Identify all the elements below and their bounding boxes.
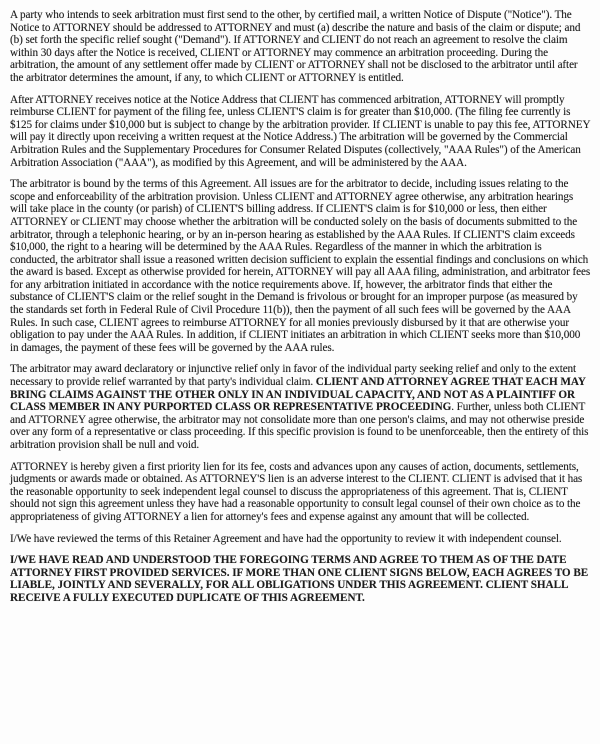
paragraph-class-action-waiver-tail: . Further, unless both CLIENT and ATTORNEY agree otherwise, the arbitrator may not consolidate more than one person's claims, and may not otherwise preside over any form of a representative or class proceeding. If this specific provision is found to be unenforceable, then the entirety of this arbitration provision shall be null and void. [10, 401, 589, 451]
paragraph-arbitrator-terms [10, 178, 591, 354]
paragraph-attorney-lien [10, 461, 591, 524]
paragraph-filing-fee [10, 94, 591, 170]
paragraph-acknowledgement-text: I/WE HAVE READ AND UNDERSTOOD THE FOREGOING TERMS AND AGREE TO THEM AS OF THE DATE ATTORNEY FIRST PROVIDED SERVICES. IF MORE THAN ONE CLIENT SIGNS BELOW, EACH AGREES TO BE LIABLE, JOINTLY AND SEVERALLY, FOR ALL OBLIGATIONS UNDER THIS AGREEMENT. CLIENT SHALL RECEIVE A FULLY EXECUTED DUPLICATE OF THIS AGREEMENT. [10, 554, 589, 604]
paragraph-filing-fee-text: After ATTORNEY receives notice at the Notice Address that CLIENT has commenced arbitration, ATTORNEY will promptly reimburse CLIENT for payment of the filing fee, unless CLIENT'S claim is for greater than $10,000. (The filing fee currently is $125 for claims under $10,000 but is subject to change by the arbitration provider. If CLIENT is unable to pay this fee, ATTORNEY will pay it directly upon receiving a written request at the Notice Address.) The arbitration will be governed by the Commercial Arbitration Rules and the Supplementary Procedures for Consumer Related Disputes (collectively, "AAA Rules") of the American Arbitration Association ("AAA"), as modified by this Agreement, and will be administered by the AAA. [10, 93, 591, 169]
paragraph-reviewed-terms-text: I/We have reviewed the terms of this Retainer Agreement and have had the opportunity to review it with independent counsel. [10, 532, 562, 545]
paragraph-notice-of-dispute-text: A party who intends to seek arbitration must first send to the other, by certified mail, a written Notice of Dispute ("Notice"). The Notice to ATTORNEY should be addressed to ATTORNEY and must (a) describe the nature and basis of the claim or dispute; and (b) set forth the specific relief sought ("Demand"). If ATTORNEY and CLIENT do not reach an agreement to resolve the claim within 30 days after the Notice is received, CLIENT or ATTORNEY may commence an arbitration proceeding. During the arbitration, the amount of any settlement offer made by CLIENT or ATTORNEY shall not be disclosed to the arbitrator until after the arbitrator determines the amount, if any, to which CLIENT or ATTORNEY is entitled. [10, 9, 581, 84]
paragraph-attorney-lien-text: ATTORNEY is hereby given a first priority lien for its fee, costs and advances upon any causes of action, documents, settlements, judgments or awards made or obtained. As ATTORNEY'S lien is an adverse interest to the CLIENT. CLIENT is advised that it has the reasonable opportunity to seek independent legal counsel to discuss the appropriateness of this agreement. That is, CLIENT should not sign this agreement unless they have had a reasonable opportunity to consult legal counsel of their own choice as to the appropriateness of giving ATTORNEY a lien for attorney's fees and expense against any amount that will be collected. [10, 460, 583, 523]
paragraph-reviewed-terms [10, 533, 591, 546]
paragraph-class-action-waiver [10, 363, 591, 451]
paragraph-arbitrator-terms-text: The arbitrator is bound by the terms of this Agreement. All issues are for the arbitrator to decide, including issues relating to the scope and enforceability of the arbitration provision. Unless CLIENT and ATTORNEY agree otherwise, any arbitration hearings will take place in the county (or parish) of CLIENT'S billing address. If CLIENT'S claim is for $10,000 or less, then either ATTORNEY or CLIENT may choose whether the arbitration will be conducted solely on the basis of documents submitted to the arbitrator, through a telephonic hearing, or by an in-person hearing as established by the AAA Rules. If CLIENT'S claim exceeds $10,000, the right to a hearing will be determined by the AAA Rules. Regardless of the manner in which the arbitration is conducted, the arbitrator shall issue a reasoned written decision sufficient to explain the essential findings and conclusions on which the award is based. Except as otherwise provided for herein, ATTORNEY will pay all AAA filing, administration, and arbitrator fees for any arbitration initiated in accordance with the notice requirements above. If, however, the arbitrator finds that either the substance of CLIENT'S claim or the relief sought in the Demand is frivolous or brought for an improper purpose (as measured by the standards set forth in Federal Rule of Civil Procedure 11(b)), then the payment of all such fees will be governed by the AAA Rules. In such case, CLIENT agrees to reimburse ATTORNEY for all monies previously disbursed by it that are otherwise your obligation to pay under the AAA Rules. In addition, if CLIENT initiates an arbitration in which CLIENT seeks more than $10,000 in damages, the payment of these fees will be governed by the AAA rules. [10, 178, 591, 354]
paragraph-class-action-waiver-bold-clause: CLIENT AND ATTORNEY AGREE THAT EACH MAY BRING CLAIMS AGAINST THE OTHER ONLY IN AN INDIVIDUAL CAPACITY, AND NOT AS A PLAINTIFF OR CLASS MEMBER IN ANY PURPORTED CLASS OR REPRESENTATIVE PROCEEDING [10, 376, 586, 414]
paragraph-acknowledgement [10, 554, 591, 604]
paragraph-notice-of-dispute [10, 9, 591, 85]
paragraph-class-action-waiver-lead: The arbitrator may award declaratory or injunctive relief only in favor of the individual party seeking relief and only to the extent necessary to provide relief warranted by that party's individual claim. [10, 363, 577, 389]
